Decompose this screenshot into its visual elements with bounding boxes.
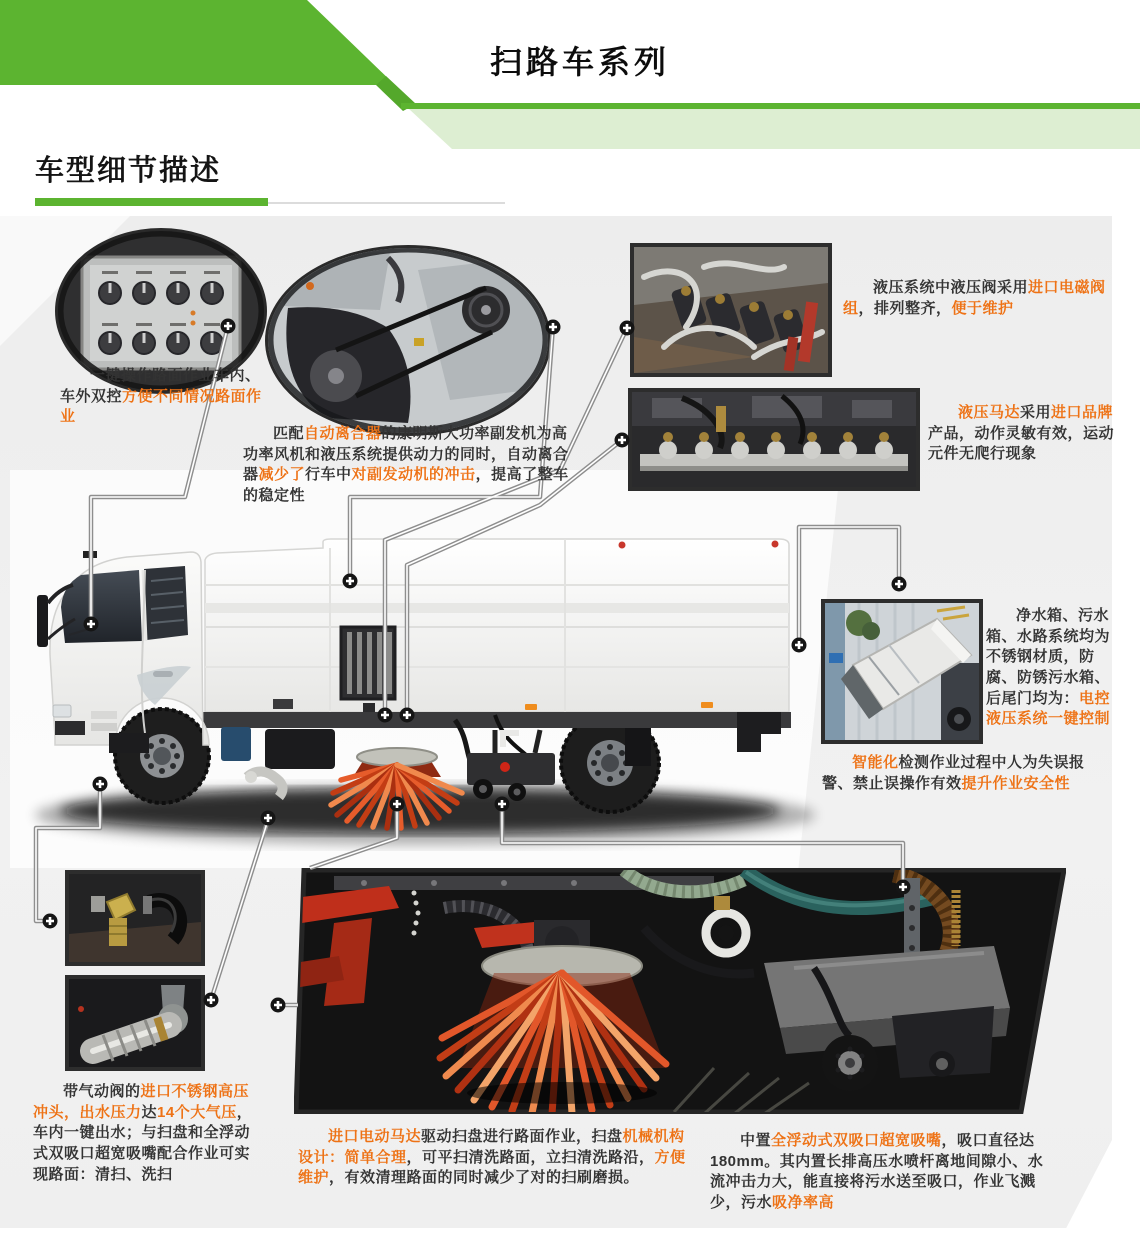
photo-valve-bank [630,243,832,377]
section-title: 车型细节描述 [35,155,222,187]
page-title: 扫路车系列 [489,44,670,81]
callout-text-clutch: 匹配自动离合器的康明斯大功率副发机为高功率风机和液压系统提供动力的同时，自动离合器减少了行车中对副发动机的冲击，提高了整车的稳定性 [243,425,569,505]
callout-text-tank: 净水箱、污水箱、水路系统均为不锈钢材质，防腐、防锈污水箱、后尾门均为：电控液压系统一键控制 [986,607,1111,728]
callout-text-motor: 液压马达采用进口品牌产品，动作灵敏有效，运动元件无爬行现象 [928,404,1115,463]
truck-body [205,539,789,712]
section-underline-green [35,198,268,206]
photo-clutch-engine [265,245,551,436]
truck-illustration [25,515,825,855]
front-wheel [114,708,210,804]
photo-hydraulic-motors [628,388,920,491]
photo-water-tank [821,599,983,744]
callout-text-control-panel: 一键操作路面作业车内、车外双控方便不同情况路面作业 [60,367,262,426]
callout-text-nozzle: 中置全浮动式双吸口超宽吸嘴，吸口直径达180mm。其内置长排高压水喷杆离地间隙小、水流冲击力大，能直接将污水送至吸口，作业飞溅少，污水吸净率高 [710,1132,1044,1212]
photo-sweeper-mechanism [294,868,1066,1114]
vent-grille [341,627,395,699]
header-lightgreen-band [409,109,1140,149]
photo-flush-valve [65,870,205,966]
header-green-block [0,0,395,85]
photo-flush-pipe [65,975,205,1071]
callout-text-smart: 智能化检测作业过程中人为失误报警、禁止误操作有效提升作业安全性 [822,754,1085,792]
header-green-line [401,103,1140,109]
callout-text-sweep-motor: 进口电动马达驱动扫盘进行路面作业，扫盘机械机构设计：简单合理，可平扫清洗路面，立扫清洗路沿，方便维护，有效清理路面的同时减少了对的扫刷磨损。 [298,1128,686,1187]
callout-text-valve: 液压系统中液压阀采用进口电磁阀组，排列整齐，便于维护 [843,279,1106,317]
callout-text-flush: 带气动阀的进口不锈钢高压冲头，出水压力达14个大气压，车内一键出水；与扫盘和全浮动式双吸口超宽吸嘴配合作业可实现路面：清扫、洗扫 [33,1083,253,1183]
